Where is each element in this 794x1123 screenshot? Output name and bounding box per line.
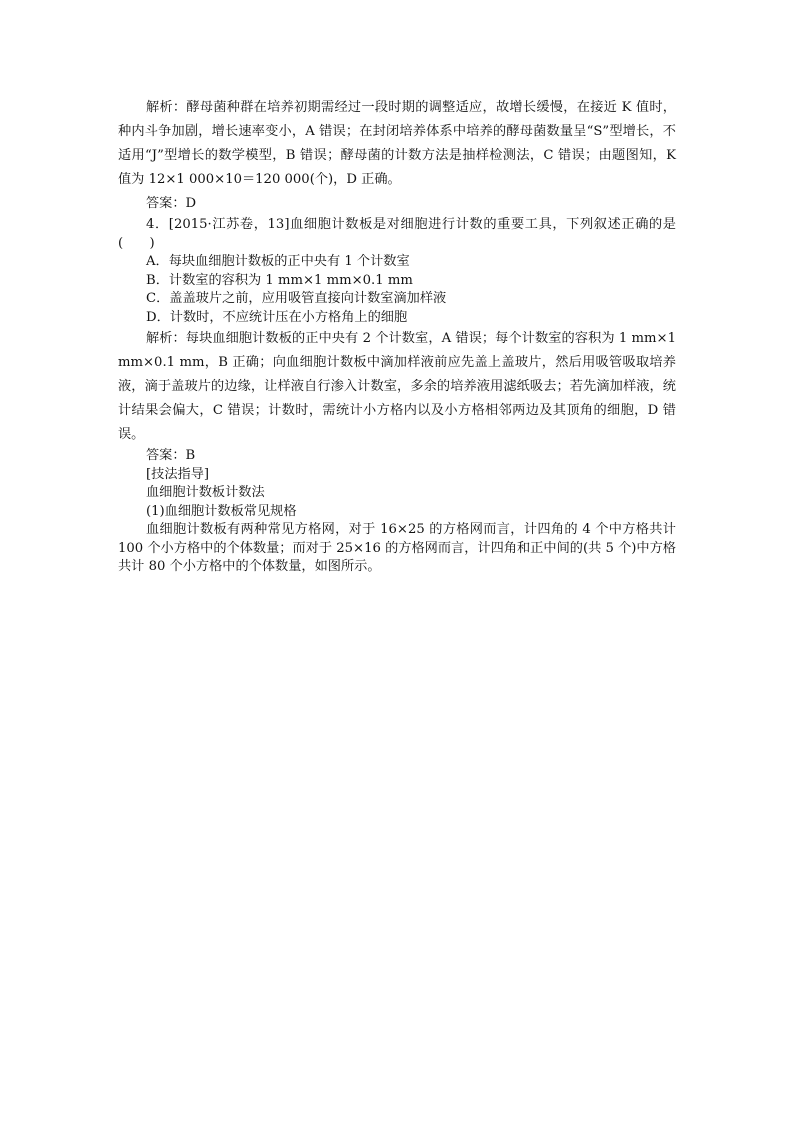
answer-q3: 答案：D xyxy=(146,196,197,211)
question-4-option-d: D．计数时，不应统计压在小方格角上的细胞 xyxy=(146,309,408,325)
guide-subheading: 血细胞计数板计数法 xyxy=(146,485,265,500)
analysis-paragraph-q4: 解析：每块血细胞计数板的正中央有 2 个计数室，A 错误；每个计数室的容积为 1 mm×1 mm×0.1 mm，B 正确；向血细胞计数板中滴加样液前应先盖上盖玻片，然后用吸管吸取培养液，滴于盖玻片的边缘，让样液自行渗入计数室，多余的培养液用滤纸吸去；若先滴加样液，统计结果会偏大，C 错误；计数时，需统计小方格内以及小方格相邻两边及其顶角的细胞，D 错误。 xyxy=(118,331,676,442)
question-4-option-b: B．计数室的容积为 1 mm×1 mm×0.1 mm xyxy=(146,272,413,288)
document-page xyxy=(118,96,676,577)
answer-q4: 答案：B xyxy=(146,448,196,463)
analysis-paragraph-q3: 解析：酵母菌种群在培养初期需经过一段时期的调整适应，故增长缓慢，在接近 K 值时，种内斗争加剧，增长速率变小，A 错误；在封闭培养体系中培养的酵母菌数量呈“S”型增长，不适用“J”型增长的数学模型，B 错误；酵母菌的计数方法是抽样检测法，C 错误；由题图知，K 值为 12×1 000×10＝120 000(个)，D 正确。 xyxy=(118,100,676,187)
guide-item-1-body: 血细胞计数板有两种常见方格网，对于 16×25 的方格网而言，计四角的 4 个中方格共计 100 个小方格中的个体数量；而对于 25×16 的方格网而言，计四角和正中间的(共 5 个)中方格共计 80 个小方格中的个体数量，如图所示。 xyxy=(118,522,676,574)
question-4 xyxy=(118,216,676,327)
question-4-stem: 4．[2015·江苏卷，13]血细胞计数板是对细胞进行计数的重要工具，下列叙述正确的是( ) xyxy=(118,217,676,251)
question-4-option-a: A．每块血细胞计数板的正中央有 1 个计数室 xyxy=(146,254,410,269)
question-4-option-c: C．盖盖玻片之前，应用吸管直接向计数室滴加样液 xyxy=(146,291,447,306)
guide-item-1-title: (1)血细胞计数板常见规格 xyxy=(146,503,297,519)
guide-heading: [技法指导] xyxy=(146,466,210,482)
question-4-options xyxy=(118,253,676,327)
